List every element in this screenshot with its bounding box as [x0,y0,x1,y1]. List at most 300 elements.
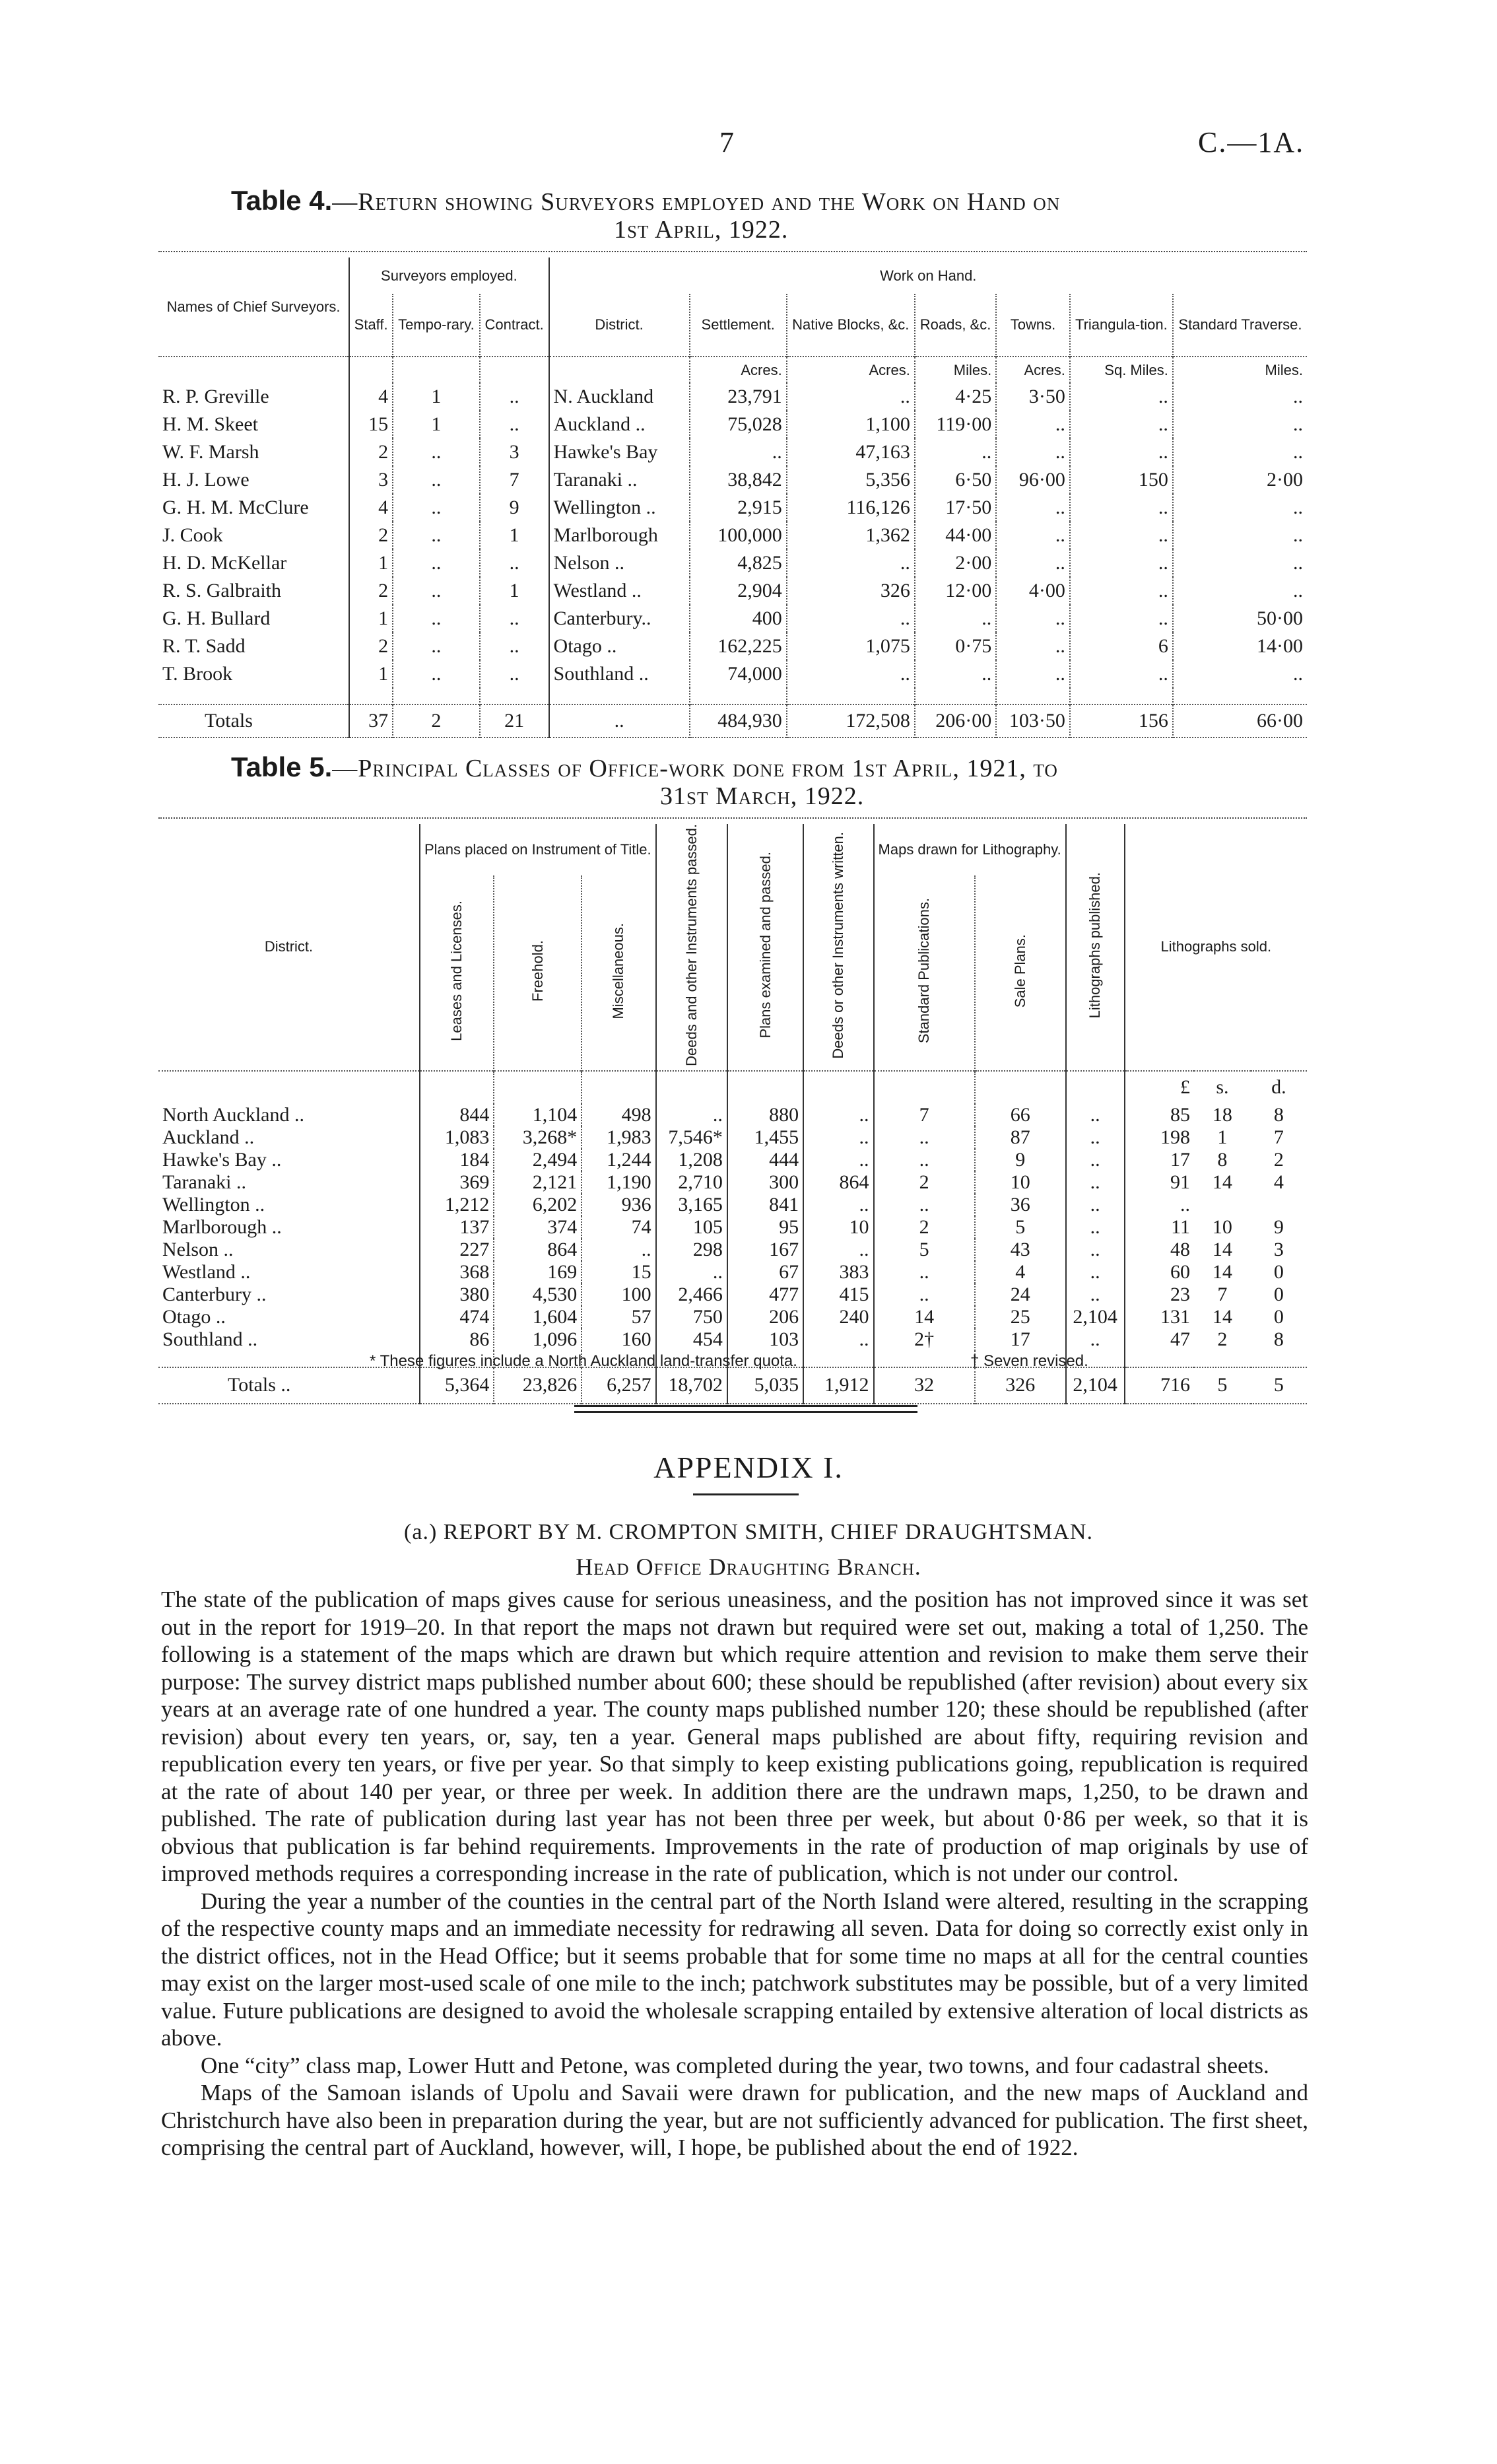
table-cell: 3 [480,438,549,466]
table-cell: Marlborough [549,522,690,549]
table5-col-header: Standard Publications. [915,898,933,1044]
table-cell: 36 [975,1194,1066,1216]
surveyor-name-cell: T. Brook [162,663,233,685]
appendix-title: APPENDIX I. [653,1451,844,1484]
table-cell: .. [393,466,480,494]
table-cell: 10 [1212,1215,1232,1238]
table4-col-header: Roads, &c. [915,294,996,357]
table-cell: 1 [349,549,393,577]
table4-totals-row [158,704,1307,737]
table-cell: 7 [480,466,549,494]
table-cell: .. [996,605,1070,633]
table5-money-unit: s. [1216,1076,1229,1099]
table-cell: 1,208 [656,1149,727,1171]
surveyor-name-cell: J. Cook [162,524,223,546]
district-name-cell: Wellington .. [162,1193,265,1215]
table4-label: Table 4. [231,185,333,216]
table4-total-cell: 103·50 [996,704,1070,737]
table-cell: 2,466 [656,1283,727,1306]
table-cell: 374 [494,1216,582,1239]
table-cell: 454 [656,1328,727,1351]
table4-col-header: District. [549,294,690,357]
table-row [158,549,1307,577]
table-cell: 4·00 [996,577,1070,605]
appendix-paragraph: During the year a number of the counties in the central part of the North Island were altered, resulting in the scrapping of the respective county maps and an immediate necessity for redrawing all seven. Data for doing so correctly exist only in the district offices, not in the Head Office; but it seems probable that for some time no maps at all for the central counties may exist on the larger most-used scale of one mile to the inch; patchwork substitutes may be possible, but of a very limited value. Future publications are designed to avoid the wholesale scrapping entailed by extensive alteration of local districts as above. [161,1888,1308,2051]
table-cell: 368 [420,1261,494,1283]
table-cell: 3·50 [996,383,1070,411]
table-cell: 198 [1125,1126,1194,1149]
table-cell: 47,163 [787,438,915,466]
table-cell: .. [480,411,549,438]
table-cell: 103 [727,1328,803,1351]
table-cell: .. [480,605,549,633]
table-row [158,1104,1307,1126]
table-cell: .. [787,383,915,411]
table5-units-row [158,1071,1307,1104]
table-cell [1194,1194,1251,1216]
table-cell: 24 [975,1283,1066,1306]
table-row [158,1283,1307,1306]
table5-total-cell: 32 [874,1367,975,1404]
table-cell: 1,100 [787,411,915,438]
table-cell: 1,244 [582,1149,655,1171]
surveyor-name-cell: R. T. Sadd [162,635,246,657]
surveyor-name-cell: H. J. Lowe [162,469,249,491]
table-cell: 3,165 [656,1194,727,1216]
table-cell: 2,494 [494,1149,582,1171]
table-cell: 162,225 [690,633,787,660]
table-cell: 750 [656,1306,727,1328]
table-cell: 6 [1070,633,1173,660]
table-cell: .. [787,605,915,633]
table-cell: 2·00 [1173,466,1307,494]
table5-footnote-dagger: † Seven revised. [970,1352,1088,1370]
table-cell: 2,121 [494,1171,582,1194]
table-cell: 4 [349,383,393,411]
surveyor-name-cell: R. S. Galbraith [162,580,281,601]
table5-top-rule [158,817,1307,819]
district-name-cell: Westland .. [162,1260,251,1283]
table4-total-cell: 37 [349,704,393,737]
table4-col-header: Native Blocks, &c. [787,294,915,357]
table-cell: 300 [727,1171,803,1194]
table-cell: 14 [1212,1260,1232,1283]
table4-col-header: Staff. [349,294,393,357]
table-cell: 380 [420,1283,494,1306]
table-cell: 4 [1273,1171,1284,1193]
table4-unit: Acres. [787,357,915,383]
table-row [158,494,1307,522]
appendix-paragraph: Maps of the Samoan islands of Upolu and Savaii were drawn for publication, and the new maps of Auckland and Christchurch have also been in preparation during the year, but are not sufficiently advanced for publication. The first sheet, comprising the central part of Auckland, however, will, I hope, be published about the end of 1922. [161,2080,1308,2160]
table-cell: .. [915,605,996,633]
table-cell: 1 [393,383,480,411]
table-cell: 25 [975,1306,1066,1328]
table-cell: .. [1066,1194,1125,1216]
table-cell: .. [996,633,1070,660]
table-cell: .. [1070,660,1173,688]
table-cell: 14 [874,1306,975,1328]
table-cell: 841 [727,1194,803,1216]
table-cell: .. [393,577,480,605]
table-cell: 6·50 [915,466,996,494]
table5-col-header: Deeds and other Instruments passed. [682,824,700,1066]
table-cell: 2 [349,633,393,660]
table-cell: 74 [582,1216,655,1239]
table-cell: .. [1173,494,1307,522]
table5-total-cell: 5 [1217,1374,1228,1396]
table-cell: .. [393,438,480,466]
table-cell: 2,915 [690,494,787,522]
table5-col-header: Lithographs sold. [1125,824,1307,1071]
table-cell: .. [1070,411,1173,438]
table-cell: 47 [1125,1328,1194,1351]
table-cell: 4 [975,1261,1066,1283]
table4-col-header: Tempo-rary. [393,294,480,357]
table-cell: .. [803,1194,873,1216]
table4-total-cell: .. [549,704,690,737]
table-row [158,1306,1307,1328]
table-cell: .. [1066,1261,1125,1283]
table-row [158,633,1307,660]
table-cell: 3 [349,466,393,494]
table-cell: .. [480,633,549,660]
table-cell: 10 [803,1216,873,1239]
table-cell: Otago .. [549,633,690,660]
appendix-subtitle: (a.) REPORT BY M. CROMPTON SMITH, CHIEF DRAUGHTSMAN. [404,1520,1093,1544]
table-row [158,466,1307,494]
table4-unit: Acres. [996,357,1070,383]
table-cell: Southland .. [549,660,690,688]
table-cell: 86 [420,1328,494,1351]
table-cell: Westland .. [549,577,690,605]
table-cell: .. [1070,438,1173,466]
district-name-cell: Hawke's Bay .. [162,1148,282,1171]
table-row [158,577,1307,605]
table-cell: Nelson .. [549,549,690,577]
table-cell: .. [393,605,480,633]
appendix-body [161,1586,1308,2162]
district-name-cell: Auckland .. [162,1126,255,1148]
table-cell: 8 [1217,1148,1228,1171]
table-cell: 1,104 [494,1104,582,1126]
table-cell: .. [393,633,480,660]
table-cell: .. [996,494,1070,522]
table5 [158,824,1307,1404]
table5-total-cell: 716 [1125,1367,1194,1404]
table-cell: 116,126 [787,494,915,522]
table-cell: 474 [420,1306,494,1328]
table4-caption [231,186,1320,217]
table-cell: .. [1173,577,1307,605]
table4-col-header: Standard Traverse. [1173,294,1307,357]
table-cell: 66 [975,1104,1066,1126]
table-cell: 1 [480,522,549,549]
table-cell: 1,604 [494,1306,582,1328]
table5-total-cell: 5,035 [727,1367,803,1404]
table-row [158,1216,1307,1239]
table-cell: 2 [1273,1148,1284,1171]
table-cell: .. [480,660,549,688]
table-cell: .. [874,1261,975,1283]
table4-top-rule [158,251,1307,252]
table-cell: .. [874,1149,975,1171]
table5-total-cell: Totals .. [228,1374,291,1396]
table5-caption-line1: —Principal Classes of Office-work done from 1st April, 1921, to [332,755,1058,782]
table-cell: 74,000 [690,660,787,688]
table-cell: 5 [975,1216,1066,1239]
table5-total-cell: 326 [975,1367,1066,1404]
table-cell: .. [996,549,1070,577]
table-row [158,660,1307,688]
table4-total-cell: 156 [1070,704,1173,737]
table-cell: .. [803,1149,873,1171]
table5-col-header: Lithographs published. [1086,872,1104,1019]
table-cell: .. [787,660,915,688]
table-cell: 44·00 [915,522,996,549]
table-cell: 11 [1125,1216,1194,1239]
appendix-title-rule [693,1493,799,1495]
table-cell: 17 [1125,1149,1194,1171]
table-cell: .. [1173,411,1307,438]
table-cell: 1 [393,411,480,438]
table-cell: .. [1066,1283,1125,1306]
table4-total-cell: 172,508 [787,704,915,737]
table-cell: 2 [874,1216,975,1239]
table4-total-cell: 21 [480,704,549,737]
table4-unit: Miles. [1173,357,1307,383]
table-row [158,1239,1307,1261]
table-cell: Auckland .. [549,411,690,438]
table-cell: 150 [1070,466,1173,494]
table-cell: 2,104 [1066,1306,1125,1328]
table-cell: 2,904 [690,577,787,605]
district-name-cell: Otago .. [162,1305,226,1328]
table-cell: .. [803,1126,873,1149]
document-reference: C.—1A. [1198,126,1305,158]
table-cell: .. [1125,1194,1194,1216]
table-cell: 1 [1217,1126,1228,1148]
table-cell: 1 [349,660,393,688]
table-cell: 2 [349,577,393,605]
table-cell: 15 [349,411,393,438]
table-cell: .. [1066,1171,1125,1194]
table-cell: .. [480,549,549,577]
table-row [158,1126,1307,1149]
table-cell: 131 [1125,1306,1194,1328]
table-row [158,1149,1307,1171]
district-name-cell: North Auckland .. [162,1103,304,1126]
table-cell: .. [787,549,915,577]
table-cell: 17 [975,1328,1066,1351]
table5-total-cell: 5 [1273,1374,1284,1396]
table4-header-names: Names of Chief Surveyors. [166,298,341,315]
table-cell: .. [1070,605,1173,633]
page-number: 7 [719,126,734,158]
table-cell: .. [393,549,480,577]
table-cell: 227 [420,1239,494,1261]
table4-total-cell: 206·00 [915,704,996,737]
table-cell: 38,842 [690,466,787,494]
table-row [158,1194,1307,1216]
table-cell: .. [1066,1149,1125,1171]
surveyor-name-cell: G. H. M. McClure [162,496,309,518]
table-cell: 477 [727,1283,803,1306]
table-cell: 2·00 [915,549,996,577]
table4-caption-line1: —Return showing Surveyors employed and the Work on Hand on [332,188,1061,216]
table-cell: 169 [494,1261,582,1283]
table-cell: 85 [1125,1104,1194,1126]
table4-total-cell: Totals [205,710,253,732]
table-cell: .. [996,660,1070,688]
table4-total-cell: 2 [393,704,480,737]
table-cell: 880 [727,1104,803,1126]
table-cell: 444 [727,1149,803,1171]
table-cell: .. [1070,494,1173,522]
table-cell: 1,212 [420,1194,494,1216]
table-cell: 5 [874,1239,975,1261]
table5-total-cell: 2,104 [1066,1367,1125,1404]
table-cell: 14·00 [1173,633,1307,660]
table5-total-cell: 23,826 [494,1367,582,1404]
table5-col-header: Plans examined and passed. [756,852,774,1039]
table-cell: .. [690,438,787,466]
table-cell: 298 [656,1239,727,1261]
table5-col-header: Miscellaneous. [610,922,627,1019]
district-name-cell: Taranaki .. [162,1171,247,1193]
table-cell: 0·75 [915,633,996,660]
table-cell: .. [1070,549,1173,577]
table-cell: .. [803,1328,873,1351]
table-cell: 4 [349,494,393,522]
table-cell: 15 [582,1261,655,1283]
table5-col-header: Freehold. [529,940,546,1002]
table-cell: 1,075 [787,633,915,660]
table4-unit: Miles. [915,357,996,383]
table-cell: 2 [874,1171,975,1194]
table-cell [1251,1194,1307,1216]
table4-col-header: Towns. [996,294,1070,357]
table-cell: 5,356 [787,466,915,494]
table-cell: 48 [1125,1239,1194,1261]
table-cell: .. [1070,577,1173,605]
table-cell: .. [803,1239,873,1261]
table-cell: .. [996,411,1070,438]
appendix-branch: Head Office Draughting Branch. [576,1554,921,1580]
table-cell: Hawke's Bay [549,438,690,466]
table4-col-header: Settlement. [690,294,787,357]
table-cell: 100,000 [690,522,787,549]
table4-col-header: Triangula-tion. [1070,294,1173,357]
table5-total-cell: 1,912 [803,1367,873,1404]
table-cell: .. [874,1126,975,1149]
table-row [158,605,1307,633]
table-cell: 160 [582,1328,655,1351]
table-cell: 240 [803,1306,873,1328]
table-row [158,1328,1307,1351]
district-name-cell: Marlborough .. [162,1215,282,1238]
table4-total-cell: 66·00 [1173,704,1307,737]
table-cell: 100 [582,1283,655,1306]
table4-unit: Acres. [690,357,787,383]
table-cell: .. [915,438,996,466]
table-cell: 326 [787,577,915,605]
table5-totals-row [158,1367,1307,1404]
table-cell: 67 [727,1261,803,1283]
table-cell: 7 [874,1104,975,1126]
table-cell: 7 [1217,1283,1228,1305]
table4-header-surveyors: Surveyors employed. [349,257,549,294]
table-cell: .. [1173,438,1307,466]
section-divider-bottom [574,1411,917,1413]
table-cell: 14 [1212,1238,1232,1260]
table-cell: .. [1070,522,1173,549]
surveyor-name-cell: G. H. Bullard [162,607,271,629]
table-cell: Canterbury.. [549,605,690,633]
table-cell: .. [1173,383,1307,411]
table5-caption-line2: 31st March, 1922. [660,782,865,810]
table-cell: 167 [727,1239,803,1261]
table-row [158,522,1307,549]
table-cell: 87 [975,1126,1066,1149]
table-cell: 23 [1125,1283,1194,1306]
table-cell: 6,202 [494,1194,582,1216]
table-cell: 50·00 [1173,605,1307,633]
table-cell: .. [1066,1104,1125,1126]
table-cell: .. [656,1261,727,1283]
table-cell: 3 [1273,1238,1284,1260]
table-cell: .. [996,522,1070,549]
table5-money-unit: d. [1271,1076,1286,1099]
table-cell: 8 [1273,1103,1284,1126]
district-name-cell: Southland .. [162,1328,258,1350]
table-cell: .. [480,383,549,411]
table-cell: 864 [494,1239,582,1261]
table-cell: 95 [727,1216,803,1239]
table-cell: 1 [349,605,393,633]
table-cell: 7,546* [656,1126,727,1149]
table-cell: 2 [349,522,393,549]
table-cell: 1,190 [582,1171,655,1194]
table-cell: 1,983 [582,1126,655,1149]
table-cell: 23,791 [690,383,787,411]
table-cell: 2,710 [656,1171,727,1194]
table4 [158,257,1307,738]
table5-total-cell: 5,364 [420,1367,494,1404]
table-cell: 14 [1212,1171,1232,1193]
table5-col-header: Deeds or other Instruments written. [830,831,847,1059]
table4-total-cell: 484,930 [690,704,787,737]
table-cell: .. [656,1104,727,1126]
surveyor-name-cell: H. M. Skeet [162,413,258,435]
table-cell: .. [393,660,480,688]
table5-col-header: District. [264,938,314,955]
table-cell: 2† [874,1328,975,1351]
table-cell: 43 [975,1239,1066,1261]
table-cell: 57 [582,1306,655,1328]
table5-total-cell: 18,702 [656,1367,727,1404]
table-cell: 9 [975,1149,1066,1171]
table-cell: 75,028 [690,411,787,438]
table-cell: 0 [1273,1283,1284,1305]
table-cell: .. [1066,1328,1125,1351]
table-cell: .. [582,1239,655,1261]
table-cell: 4,530 [494,1283,582,1306]
table-cell: 0 [1273,1260,1284,1283]
table-row [158,438,1307,466]
table-cell: 12·00 [915,577,996,605]
table-cell: .. [996,438,1070,466]
table-cell: 3,268* [494,1126,582,1149]
